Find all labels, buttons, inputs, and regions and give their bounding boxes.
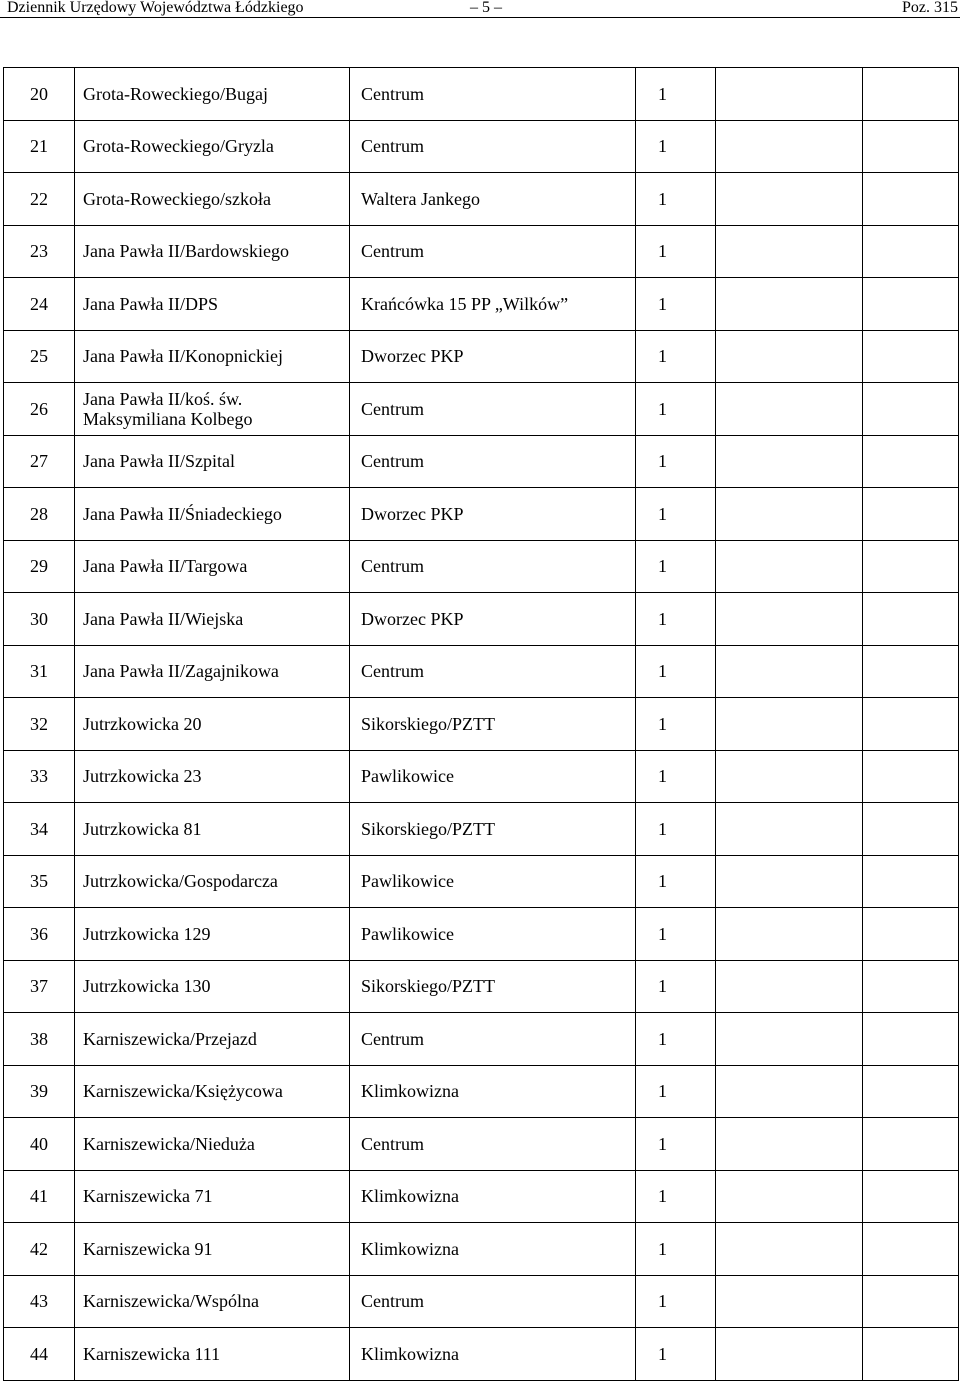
stop-name-cell: Grota-Roweckiego/szkoła (75, 173, 350, 226)
stop-name-cell: Karniszewicka 71 (75, 1170, 350, 1223)
direction-cell: Klimkowizna (350, 1065, 636, 1118)
direction-cell: Centrum (350, 1118, 636, 1171)
row-number-cell: 32 (4, 698, 75, 751)
row-number-cell: 22 (4, 173, 75, 226)
empty-cell (863, 173, 959, 226)
count-cell: 1 (636, 750, 716, 803)
table-row (4, 750, 959, 803)
count-cell: 1 (636, 488, 716, 541)
table-row (4, 1223, 959, 1276)
row-number-cell: 38 (4, 1013, 75, 1066)
empty-cell (863, 1118, 959, 1171)
empty-cell (863, 278, 959, 331)
direction-cell: Pawlikowice (350, 855, 636, 908)
stop-name-cell: Karniszewicka/Księżycowa (75, 1065, 350, 1118)
empty-cell (716, 225, 863, 278)
empty-cell (716, 330, 863, 383)
empty-cell (863, 855, 959, 908)
direction-cell: Dworzec PKP (350, 593, 636, 646)
count-cell: 1 (636, 540, 716, 593)
page-number: – 5 – (470, 0, 502, 16)
direction-cell: Centrum (350, 435, 636, 488)
count-cell: 1 (636, 173, 716, 226)
count-cell: 1 (636, 383, 716, 436)
row-number-cell: 39 (4, 1065, 75, 1118)
row-number-cell: 40 (4, 1118, 75, 1171)
page-header (0, 0, 960, 18)
empty-cell (716, 698, 863, 751)
table-row (4, 698, 959, 751)
direction-cell: Krańcówka 15 PP „Wilków” (350, 278, 636, 331)
table-row (4, 1013, 959, 1066)
table-row (4, 1275, 959, 1328)
direction-cell: Sikorskiego/PZTT (350, 698, 636, 751)
direction-cell: Centrum (350, 645, 636, 698)
direction-cell: Sikorskiego/PZTT (350, 960, 636, 1013)
table-row (4, 173, 959, 226)
table-row (4, 68, 959, 121)
count-cell: 1 (636, 698, 716, 751)
stop-name-cell: Jana Pawła II/Szpital (75, 435, 350, 488)
empty-cell (716, 1328, 863, 1381)
empty-cell (863, 540, 959, 593)
count-cell: 1 (636, 1065, 716, 1118)
empty-cell (863, 908, 959, 961)
row-number-cell: 27 (4, 435, 75, 488)
stop-name-cell: Jutrzkowicka/Gospodarcza (75, 855, 350, 908)
direction-cell: Klimkowizna (350, 1223, 636, 1276)
count-cell: 1 (636, 855, 716, 908)
empty-cell (716, 68, 863, 121)
table-row (4, 1118, 959, 1171)
count-cell: 1 (636, 1118, 716, 1171)
empty-cell (863, 1013, 959, 1066)
row-number-cell: 28 (4, 488, 75, 541)
stop-name-cell: Karniszewicka 111 (75, 1328, 350, 1381)
row-number-cell: 35 (4, 855, 75, 908)
stop-name-cell: Grota-Roweckiego/Bugaj (75, 68, 350, 121)
empty-cell (863, 593, 959, 646)
stop-name-cell: Karniszewicka/Przejazd (75, 1013, 350, 1066)
table-row (4, 120, 959, 173)
count-cell: 1 (636, 1170, 716, 1223)
table-row (4, 540, 959, 593)
table-row (4, 803, 959, 856)
direction-cell: Centrum (350, 1013, 636, 1066)
empty-cell (863, 1275, 959, 1328)
stop-name-cell: Jana Pawła II/Targowa (75, 540, 350, 593)
row-number-cell: 36 (4, 908, 75, 961)
stop-name-cell: Jana Pawła II/Zagajnikowa (75, 645, 350, 698)
position-number: Poz. 315 (902, 0, 958, 16)
count-cell: 1 (636, 960, 716, 1013)
count-cell: 1 (636, 593, 716, 646)
direction-cell: Klimkowizna (350, 1170, 636, 1223)
count-cell: 1 (636, 225, 716, 278)
stop-name-cell: Jana Pawła II/Śniadeckiego (75, 488, 350, 541)
table-row (4, 645, 959, 698)
direction-cell: Pawlikowice (350, 750, 636, 803)
empty-cell (716, 120, 863, 173)
empty-cell (716, 1065, 863, 1118)
table-row (4, 1170, 959, 1223)
empty-cell (863, 330, 959, 383)
row-number-cell: 34 (4, 803, 75, 856)
row-number-cell: 43 (4, 1275, 75, 1328)
row-number-cell: 31 (4, 645, 75, 698)
table-row (4, 1328, 959, 1381)
empty-cell (863, 645, 959, 698)
stop-name-cell: Jana Pawła II/Konopnickiej (75, 330, 350, 383)
empty-cell (863, 750, 959, 803)
empty-cell (863, 1223, 959, 1276)
row-number-cell: 23 (4, 225, 75, 278)
stop-name-cell: Jana Pawła II/koś. św. Maksymiliana Kolbego (75, 383, 350, 436)
empty-cell (863, 960, 959, 1013)
empty-cell (863, 435, 959, 488)
empty-cell (863, 383, 959, 436)
stop-name-cell: Jana Pawła II/DPS (75, 278, 350, 331)
direction-cell: Centrum (350, 225, 636, 278)
count-cell: 1 (636, 435, 716, 488)
count-cell: 1 (636, 68, 716, 121)
stop-name-cell: Karniszewicka/Wspólna (75, 1275, 350, 1328)
stop-name-cell: Karniszewicka 91 (75, 1223, 350, 1276)
direction-cell: Centrum (350, 1275, 636, 1328)
direction-cell: Waltera Jankego (350, 173, 636, 226)
direction-cell: Centrum (350, 68, 636, 121)
empty-cell (716, 960, 863, 1013)
count-cell: 1 (636, 908, 716, 961)
stop-name-cell: Jutrzkowicka 23 (75, 750, 350, 803)
empty-cell (716, 908, 863, 961)
table-row (4, 225, 959, 278)
empty-cell (716, 645, 863, 698)
stops-table (3, 67, 959, 1381)
row-number-cell: 21 (4, 120, 75, 173)
count-cell: 1 (636, 278, 716, 331)
empty-cell (716, 1013, 863, 1066)
count-cell: 1 (636, 1223, 716, 1276)
table-row (4, 278, 959, 331)
row-number-cell: 30 (4, 593, 75, 646)
empty-cell (716, 803, 863, 856)
empty-cell (716, 750, 863, 803)
stop-name-cell: Grota-Roweckiego/Gryzla (75, 120, 350, 173)
stop-name-cell: Karniszewicka/Nieduża (75, 1118, 350, 1171)
table-row (4, 593, 959, 646)
empty-cell (863, 1328, 959, 1381)
empty-cell (716, 488, 863, 541)
stop-name-cell: Jutrzkowicka 130 (75, 960, 350, 1013)
empty-cell (716, 1223, 863, 1276)
direction-cell: Sikorskiego/PZTT (350, 803, 636, 856)
empty-cell (863, 68, 959, 121)
stops-table-body (4, 68, 959, 1381)
table-row (4, 383, 959, 436)
empty-cell (863, 1170, 959, 1223)
empty-cell (863, 120, 959, 173)
empty-cell (716, 1275, 863, 1328)
table-row (4, 908, 959, 961)
count-cell: 1 (636, 1275, 716, 1328)
count-cell: 1 (636, 645, 716, 698)
count-cell: 1 (636, 803, 716, 856)
empty-cell (716, 278, 863, 331)
row-number-cell: 41 (4, 1170, 75, 1223)
header-rule (0, 17, 960, 18)
stop-name-cell: Jutrzkowicka 20 (75, 698, 350, 751)
empty-cell (716, 540, 863, 593)
count-cell: 1 (636, 120, 716, 173)
direction-cell: Centrum (350, 540, 636, 593)
empty-cell (863, 488, 959, 541)
count-cell: 1 (636, 1328, 716, 1381)
row-number-cell: 25 (4, 330, 75, 383)
empty-cell (863, 225, 959, 278)
empty-cell (863, 803, 959, 856)
direction-cell: Centrum (350, 383, 636, 436)
row-number-cell: 33 (4, 750, 75, 803)
direction-cell: Centrum (350, 120, 636, 173)
row-number-cell: 20 (4, 68, 75, 121)
row-number-cell: 44 (4, 1328, 75, 1381)
table-row (4, 488, 959, 541)
stop-name-cell: Jutrzkowicka 81 (75, 803, 350, 856)
stop-name-cell: Jana Pawła II/Bardowskiego (75, 225, 350, 278)
empty-cell (863, 698, 959, 751)
row-number-cell: 26 (4, 383, 75, 436)
empty-cell (716, 593, 863, 646)
table-row (4, 960, 959, 1013)
row-number-cell: 37 (4, 960, 75, 1013)
empty-cell (716, 1118, 863, 1171)
empty-cell (863, 1065, 959, 1118)
direction-cell: Klimkowizna (350, 1328, 636, 1381)
direction-cell: Pawlikowice (350, 908, 636, 961)
direction-cell: Dworzec PKP (350, 488, 636, 541)
stop-name-cell: Jana Pawła II/Wiejska (75, 593, 350, 646)
table-row (4, 435, 959, 488)
count-cell: 1 (636, 1013, 716, 1066)
direction-cell: Dworzec PKP (350, 330, 636, 383)
empty-cell (716, 1170, 863, 1223)
empty-cell (716, 173, 863, 226)
empty-cell (716, 435, 863, 488)
count-cell: 1 (636, 330, 716, 383)
table-row (4, 1065, 959, 1118)
table-row (4, 330, 959, 383)
row-number-cell: 24 (4, 278, 75, 331)
row-number-cell: 42 (4, 1223, 75, 1276)
table-row (4, 855, 959, 908)
empty-cell (716, 855, 863, 908)
stop-name-cell: Jutrzkowicka 129 (75, 908, 350, 961)
journal-title: Dziennik Urzędowy Województwa Łódzkiego (7, 0, 304, 16)
row-number-cell: 29 (4, 540, 75, 593)
empty-cell (716, 383, 863, 436)
